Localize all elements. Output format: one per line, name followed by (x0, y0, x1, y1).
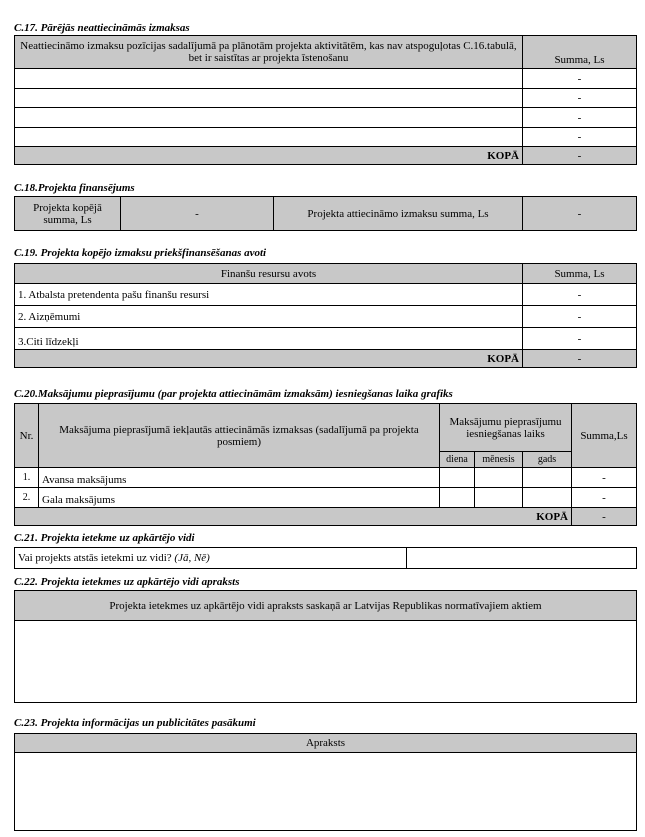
c18-title: C.18.Projekta finansējums (14, 182, 135, 194)
c19-header-sum: Summa, Ls (523, 264, 637, 284)
c20-table (14, 403, 637, 526)
c18-total-value: - (121, 197, 274, 231)
c17-header-desc: Neattiecināmo izmaksu pozīcijas sadalījumā pa plānotām projekta aktivitātēm, kas nav atspoguļotas C.16.tabulā, bet ir saistītas ar projekta īstenošanu (15, 36, 523, 69)
c20-row-1-label: Avansa maksājums (39, 468, 440, 488)
c17-row-3-sum[interactable]: - (523, 108, 637, 128)
c20-row-2-nr: 2. (15, 488, 39, 508)
c17-row-1-desc[interactable] (15, 69, 523, 89)
c17-total-value: - (523, 147, 637, 165)
c21-answer-field[interactable] (407, 548, 637, 569)
c17-row-3-desc[interactable] (15, 108, 523, 128)
c17-title: C.17. Pārējās neattiecināmās izmaksas (14, 22, 190, 34)
c22-description-field[interactable] (15, 621, 637, 703)
c21-question (15, 548, 407, 569)
c23-table (14, 733, 637, 831)
c17-row-2-sum[interactable]: - (523, 89, 637, 108)
c19-row-3-value[interactable]: - (523, 328, 637, 350)
c21-title: C.21. Projekta ietekme uz apkārtējo vidi (14, 532, 195, 544)
c21-question-text: Vai projekts atstās ietekmi uz vidi? (18, 552, 172, 564)
c20-header-month: mēnesis (475, 452, 523, 468)
c20-header-schedule: Maksājumu pieprasījumu iesniegšanas laiks (440, 404, 572, 452)
c17-header-sum: Summa, Ls (523, 36, 637, 69)
c18-total-label: Projekta kopējā summa, Ls (15, 197, 121, 231)
c18-table (14, 196, 637, 231)
c21-table (14, 547, 637, 569)
c22-title: C.22. Projekta ietekmes uz apkārtējo vidi apraksts (14, 576, 240, 588)
c23-description-field[interactable] (15, 753, 637, 831)
c19-total-value: - (523, 350, 637, 368)
c20-row-1-nr: 1. (15, 468, 39, 488)
c20-row-1-year[interactable] (523, 468, 572, 488)
c19-table (14, 263, 637, 368)
c20-row-1-month[interactable] (475, 468, 523, 488)
c20-row-1-day[interactable] (440, 468, 475, 488)
c20-title: C.20.Maksājumu pieprasījumu (par projekta attiecināmām izmaksām) iesniegšanas laika grafiks (14, 388, 453, 400)
c19-row-1-label: 1. Atbalsta pretendenta pašu finanšu resursi (15, 284, 523, 306)
c20-row-1-value[interactable]: - (572, 468, 637, 488)
c20-header-desc: Maksājuma pieprasījumā iekļautās attiecināmās izmaksas (sadalījumā pa projekta posmiem) (39, 404, 440, 468)
c20-row-2-label: Gala maksājums (39, 488, 440, 508)
c20-row-2-month[interactable] (475, 488, 523, 508)
c17-total-label: KOPĀ (15, 147, 523, 165)
c20-row-2-year[interactable] (523, 488, 572, 508)
c19-total-label: KOPĀ (15, 350, 523, 368)
c22-table (14, 590, 637, 703)
c20-header-year: gads (523, 452, 572, 468)
c20-total-label: KOPĀ (15, 508, 572, 526)
c17-row-4-sum[interactable]: - (523, 128, 637, 147)
c18-eligible-value: - (523, 197, 637, 231)
c22-header: Projekta ietekmes uz apkārtējo vidi apraksts saskaņā ar Latvijas Republikas normatīvajiem aktiem (15, 591, 637, 621)
c19-row-1-value[interactable]: - (523, 284, 637, 306)
c20-row-2-day[interactable] (440, 488, 475, 508)
c19-row-2-label: 2. Aizņēmumi (15, 306, 523, 328)
c17-row-4-desc[interactable] (15, 128, 523, 147)
c19-header-source: Finanšu resursu avots (15, 264, 523, 284)
c17-table (14, 35, 637, 165)
c19-row-3-label: 3.Citi līdzekļi (15, 328, 523, 350)
c20-header-sum: Summa,Ls (572, 404, 637, 468)
c23-header: Apraksts (15, 734, 637, 753)
c20-row-2-value[interactable]: - (572, 488, 637, 508)
c23-title: C.23. Projekta informācijas un publicitātes pasākumi (14, 717, 256, 729)
c17-row-2-desc[interactable] (15, 89, 523, 108)
c19-row-2-value[interactable]: - (523, 306, 637, 328)
c20-header-day: diena (440, 452, 475, 468)
c17-row-1-sum[interactable]: - (523, 69, 637, 89)
c18-eligible-label: Projekta attiecināmo izmaksu summa, Ls (274, 197, 523, 231)
c20-total-value: - (572, 508, 637, 526)
c20-header-nr: Nr. (15, 404, 39, 468)
c21-question-hint: (Jā, Nē) (174, 552, 210, 564)
c19-title: C.19. Projekta kopējo izmaksu priekšfinansēšanas avoti (14, 247, 267, 259)
